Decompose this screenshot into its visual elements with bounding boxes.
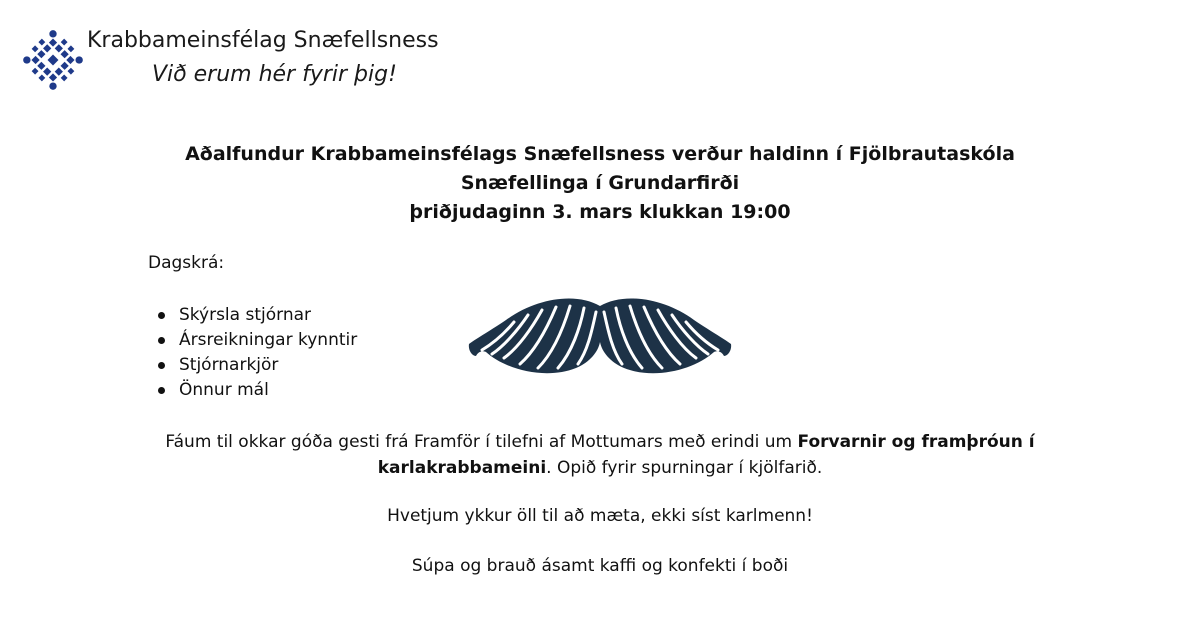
headline-line-1: Aðalfundur Krabbameinsfélags Snæfellsness verður haldinn í Fjölbrautaskóla (185, 143, 1015, 165)
agenda-item-label: Skýrsla stjórnar (179, 305, 311, 325)
invite-topic-bold: karlakrabbameini (377, 458, 547, 478)
bullet-icon (158, 387, 165, 394)
krabbameinsfelag-logo-icon (22, 29, 84, 91)
agenda-list (148, 303, 357, 403)
bullet-icon (158, 362, 165, 369)
invite-plain-text: Fáum til okkar góða gesti frá Framför í tilefni af Mottumars með erindi um (165, 432, 798, 452)
agenda-title: Dagskrá: (148, 253, 225, 273)
agenda-item-label: Ársreikningar kynntir (179, 330, 358, 350)
invite-line-1 (0, 429, 1200, 455)
headline-line-3: þriðjudaginn 3. mars klukkan 19:00 (409, 201, 791, 223)
agenda-item (148, 353, 357, 378)
mustache-icon (466, 296, 734, 378)
meeting-headline (0, 140, 1200, 227)
agenda-item-label: Stjórnarkjör (179, 355, 279, 375)
bullet-icon (158, 337, 165, 344)
headline-line-2: Snæfellinga í Grundarfirði (460, 172, 740, 194)
org-name: Krabbameinsfélag Snæfellsness (87, 28, 439, 53)
refreshments-text: Súpa og brauð ásamt kaffi og konfekti í boði (411, 556, 789, 576)
agenda-item (148, 378, 357, 403)
invite-plain-text: . Opið fyrir spurningar í kjölfarið. (546, 458, 823, 478)
slogan: Við erum hér fyrir þig! (152, 62, 397, 87)
invite-line-2 (0, 455, 1200, 481)
bullet-icon (158, 312, 165, 319)
encourage-text: Hvetjum ykkur öll til að mæta, ekki síst karlmenn! (387, 506, 813, 526)
agenda-item (148, 303, 357, 328)
agenda-item-label: Önnur mál (179, 380, 269, 400)
invite-text (0, 429, 1200, 481)
agenda-item (148, 328, 357, 353)
invite-topic-bold: Forvarnir og framþróun í (797, 432, 1035, 452)
